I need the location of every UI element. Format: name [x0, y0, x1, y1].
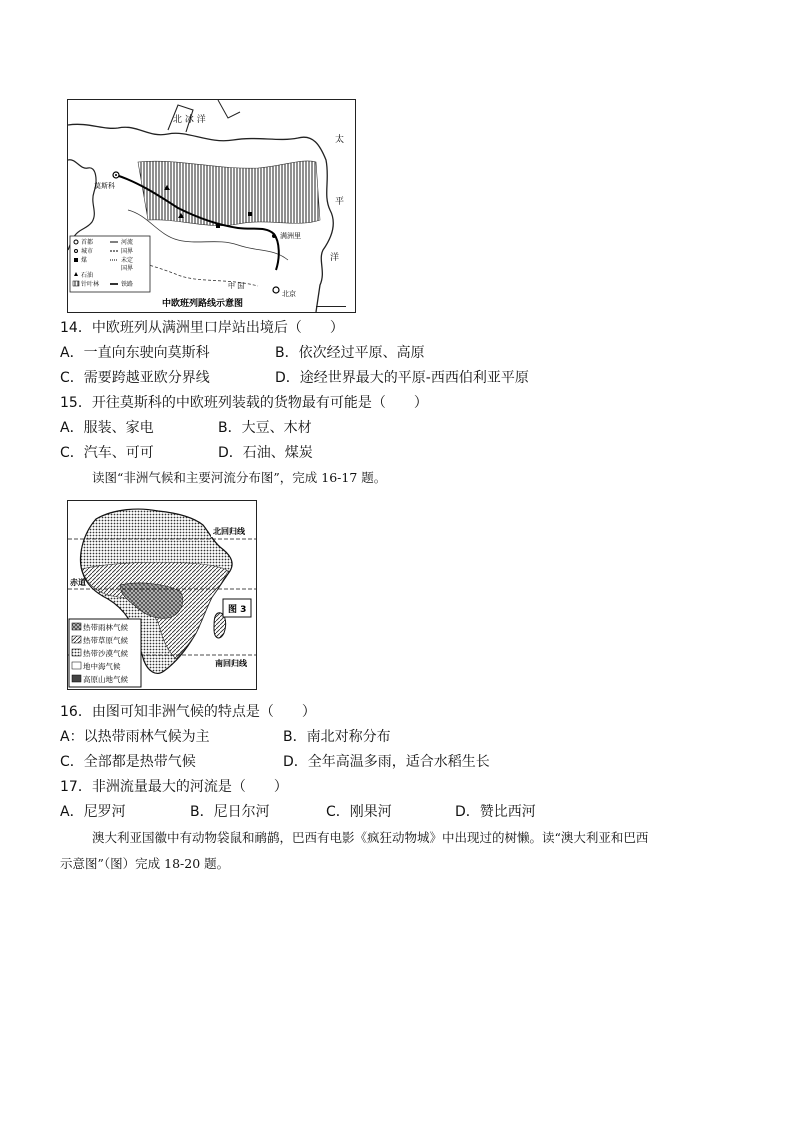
q16-option-d[interactable]: D．全年高温多雨，适合水稻生长: [283, 754, 490, 770]
legend-label: 铁路: [121, 281, 134, 288]
equator-label: 赤道: [70, 578, 86, 587]
q17-option-a[interactable]: A．尼罗河: [60, 804, 126, 820]
question-16-stem: 16．由图可知非洲气候的特点是（ ）: [60, 704, 316, 720]
q17-option-c[interactable]: C．刚果河: [326, 804, 392, 820]
legend-label: 国界: [121, 248, 134, 255]
q16-option-c[interactable]: C．全部都是热带气候: [60, 754, 196, 770]
legend-label: 热带草原气候: [83, 636, 128, 645]
beijing-marker: [273, 287, 279, 293]
legend-label: 针叶林: [81, 281, 100, 288]
q17-option-b[interactable]: B．尼日尔河: [190, 804, 270, 820]
q16-option-b[interactable]: B．南北对称分布: [283, 729, 391, 745]
q16-option-a[interactable]: A：以热带雨林气候为主: [60, 729, 210, 745]
coniferous-forest-area: [138, 161, 320, 226]
legend-label: 首都: [81, 239, 94, 246]
china-label: 中 国: [228, 282, 245, 290]
legend-label: 河流: [121, 239, 134, 246]
q14-option-a[interactable]: A．一直向东驶向莫斯科: [60, 345, 210, 361]
q17-option-d[interactable]: D．赞比西河: [455, 804, 536, 820]
q15-option-a[interactable]: A．服装、家电: [60, 420, 154, 436]
desert-symbol: [72, 649, 81, 656]
china-europe-railway-map: [67, 99, 356, 313]
tropic-of-capricorn-label: 南回归线: [215, 659, 247, 668]
manzhouli-marker: [272, 234, 276, 238]
legend-label: 城市: [81, 248, 94, 255]
q14-option-c[interactable]: C．需要跨越亚欧分界线: [60, 370, 210, 386]
mediterranean-symbol: [72, 662, 81, 669]
q14-option-b[interactable]: B．依次经过平原、高原: [275, 345, 425, 361]
rainforest-symbol: [72, 623, 81, 630]
q15-option-c[interactable]: C．汽车、可可: [60, 445, 154, 461]
figure-number: 图 3: [228, 605, 247, 615]
savanna-symbol: [72, 636, 81, 643]
coal-symbol: [74, 258, 78, 262]
forest-symbol: [73, 281, 79, 286]
africa-map-svg: [68, 501, 256, 689]
coal-marker: [216, 224, 220, 228]
legend-label: 石油: [81, 272, 94, 279]
arctic-ocean-label: 北 冰 洋: [173, 115, 206, 125]
map-caption: 中欧班列路线示意图: [162, 299, 244, 309]
beijing-label: 北京: [282, 290, 296, 298]
question-17-stem: 17．非洲流量最大的河流是（ ）: [60, 779, 288, 795]
tropic-of-cancer-label: 北回归线: [213, 527, 245, 536]
legend-label: 未定: [121, 257, 134, 264]
reading-instruction-16-17: 读图“非洲气候和主要河流分布图”，完成 16-17 题。: [92, 470, 387, 485]
legend-label: 高原山地气候: [83, 675, 128, 684]
pacific-label-3: 洋: [330, 253, 340, 263]
legend-label: 热带雨林气候: [83, 623, 128, 632]
legend-label: 煤: [81, 257, 88, 264]
coal-marker: [248, 212, 252, 216]
pacific-label-2: 平: [335, 197, 345, 207]
africa-climate-map: [67, 500, 257, 690]
northern-island: [218, 100, 240, 118]
q14-option-d[interactable]: D．途经世界最大的平原-西西伯利亚平原: [275, 370, 529, 386]
reading-instruction-18-20-line1: 澳大利亚国徽中有动物袋鼠和鸸鹋，巴西有电影《疯狂动物城》中出现过的树懒。读“澳大利亚和巴西: [92, 830, 649, 845]
railway-map-svg: [68, 100, 355, 312]
question-14-stem: 14．中欧班列从满洲里口岸站出境后（ ）: [60, 320, 344, 336]
q15-option-b[interactable]: B．大豆、木材: [218, 420, 312, 436]
legend-label: 地中海气候: [83, 662, 121, 671]
legend-label: 热带沙漠气候: [83, 649, 128, 658]
divider: [316, 306, 346, 307]
manzhouli-label: 满洲里: [280, 232, 301, 240]
question-15-stem: 15．开往莫斯科的中欧班列装载的货物最有可能是（ ）: [60, 395, 428, 411]
highland-symbol: [72, 675, 81, 682]
pacific-label-1: 太: [335, 135, 345, 145]
q15-option-d[interactable]: D．石油、煤炭: [218, 445, 313, 461]
legend-label: 国界: [121, 265, 134, 272]
moscow-label: 莫斯科: [94, 182, 115, 190]
reading-instruction-18-20-line2: 示意图”（图）完成 18-20 题。: [60, 856, 230, 871]
